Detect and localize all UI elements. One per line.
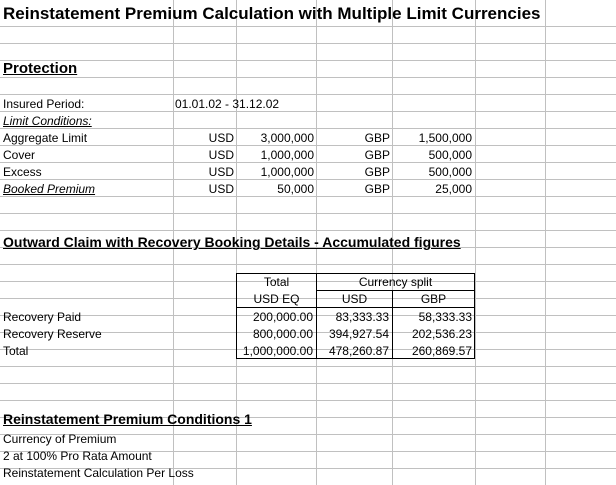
grid-column-line xyxy=(475,0,476,485)
grid-row-line xyxy=(0,60,616,61)
claim-table-divider xyxy=(316,290,475,291)
claim-row-usd: 394,927.54 xyxy=(328,327,389,341)
limit-row-value-2: 500,000 xyxy=(428,148,472,162)
claim-row-gbp: 260,869.57 xyxy=(411,344,472,358)
limit-conditions-label: Limit Conditions: xyxy=(3,114,92,128)
limit-row-currency-1: USD xyxy=(208,165,234,179)
claim-header-total: Total xyxy=(263,275,290,289)
limit-row-value-1: 1,000,000 xyxy=(260,148,314,162)
claim-row-total: 1,000,000.00 xyxy=(242,344,313,358)
insured-period-label: Insured Period: xyxy=(3,97,85,111)
limit-row-currency-2: GBP xyxy=(364,148,390,162)
limit-row-currency-1: USD xyxy=(208,131,234,145)
limit-row-value-2: 25,000 xyxy=(435,182,472,196)
grid-row-line xyxy=(0,77,616,78)
grid-row-line xyxy=(0,43,616,44)
claim-row-label: Recovery Paid xyxy=(3,310,82,324)
grid-row-line xyxy=(0,26,616,27)
condition-line: Reinstatement Calculation Per Loss xyxy=(3,466,194,480)
claim-row-label: Total xyxy=(3,344,29,358)
claim-heading: Outward Claim with Recovery Booking Details - Accumulated figures xyxy=(3,234,461,250)
grid-row-line xyxy=(0,400,616,401)
claim-row-total: 200,000.00 xyxy=(252,310,313,324)
claim-row-usd: 83,333.33 xyxy=(335,310,389,324)
claim-header-usd: USD xyxy=(341,292,368,306)
claim-row-label: Recovery Reserve xyxy=(3,327,102,341)
limit-row-value-1: 3,000,000 xyxy=(260,131,314,145)
claim-row-total: 800,000.00 xyxy=(252,327,313,341)
grid-row-line xyxy=(0,128,616,129)
booked-premium-label: Booked Premium xyxy=(3,182,96,196)
limit-row-currency-2: GBP xyxy=(364,165,390,179)
condition-line: Currency of Premium xyxy=(3,432,117,446)
limit-row-label: Cover xyxy=(3,148,36,162)
protection-heading: Protection xyxy=(3,60,78,77)
limit-row-value-1: 1,000,000 xyxy=(260,165,314,179)
grid-row-line xyxy=(0,196,616,197)
limit-row-value-2: 500,000 xyxy=(428,165,472,179)
claim-header-gbp: GBP xyxy=(420,292,447,306)
claim-row-gbp: 58,333.33 xyxy=(418,310,472,324)
limit-row-label: Aggregate Limit xyxy=(3,131,88,145)
limit-row-currency-2: GBP xyxy=(364,131,390,145)
grid-row-line xyxy=(0,366,616,367)
condition-line: 2 at 100% Pro Rata Amount xyxy=(3,449,152,463)
insured-period-value: 01.01.02 - 31.12.02 xyxy=(175,97,280,111)
claim-table-divider xyxy=(236,307,475,308)
claim-row-usd: 478,260.87 xyxy=(328,344,389,358)
grid-row-line xyxy=(0,145,616,146)
limit-row-value-2: 1,500,000 xyxy=(418,131,472,145)
grid-row-line xyxy=(0,179,616,180)
grid-row-line xyxy=(0,230,616,231)
limit-row-currency-1: USD xyxy=(208,148,234,162)
conditions-heading: Reinstatement Premium Conditions 1 xyxy=(3,411,252,427)
limit-row-currency-2: GBP xyxy=(364,182,390,196)
limit-row-currency-1: USD xyxy=(208,182,234,196)
grid-row-line xyxy=(0,264,616,265)
claim-header-usd-eq: USD EQ xyxy=(253,292,300,306)
claim-row-gbp: 202,536.23 xyxy=(411,327,472,341)
limit-row-value-1: 50,000 xyxy=(277,182,314,196)
limit-row-label: Excess xyxy=(3,165,42,179)
grid-row-line xyxy=(0,111,616,112)
grid-row-line xyxy=(0,94,616,95)
grid-row-line xyxy=(0,162,616,163)
grid-column-line xyxy=(545,0,546,485)
grid-row-line xyxy=(0,213,616,214)
grid-row-line xyxy=(0,383,616,384)
claim-header-currency-split: Currency split xyxy=(358,275,433,289)
sheet-title: Reinstatement Premium Calculation with Multiple Limit Currencies xyxy=(3,4,541,23)
